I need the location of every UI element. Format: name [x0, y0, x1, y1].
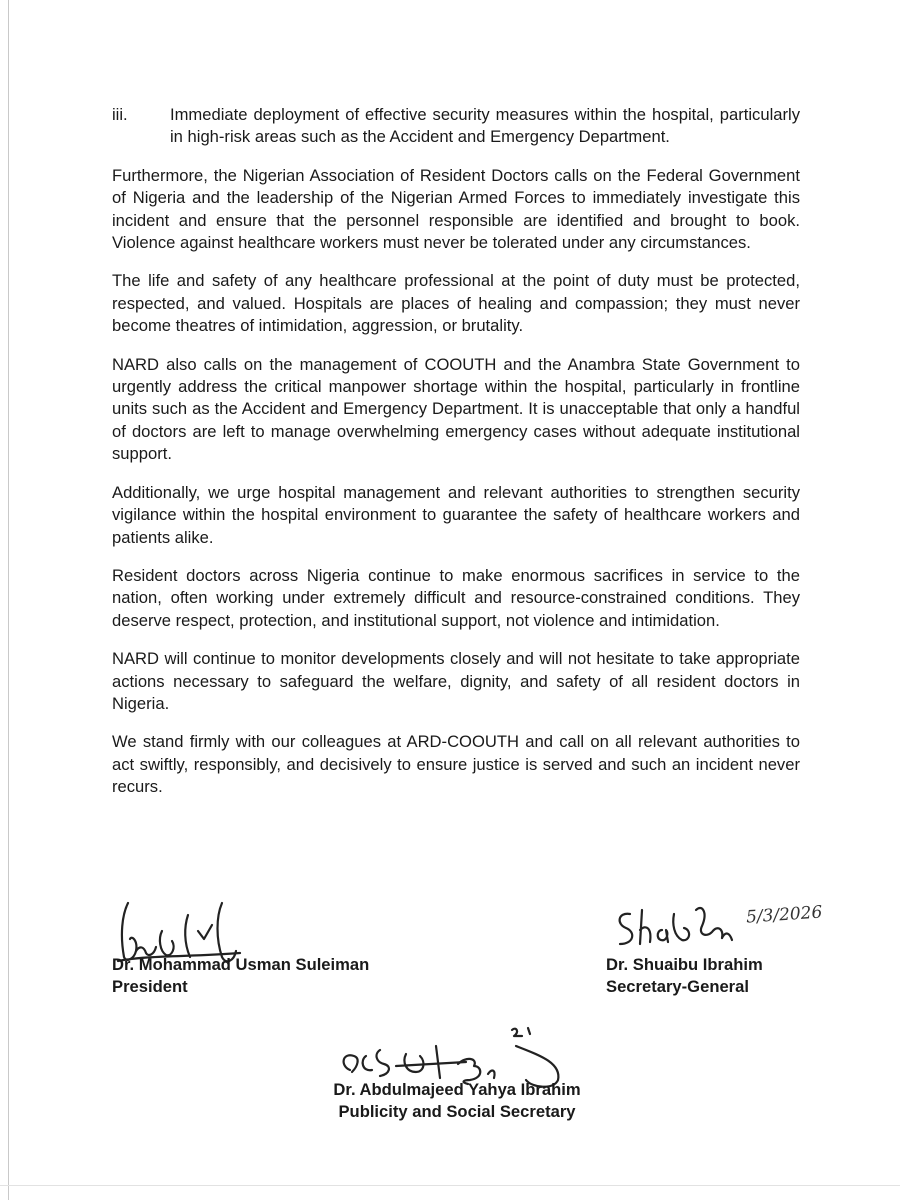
publicity-secretary-signature-block: [0, 1079, 900, 1124]
paragraph-investigation-call: Furthermore, the Nigerian Association of Resident Doctors calls on the Federal Government of Nigeria and the leadership of the Nigerian Armed Forces to immediately investigate this incident and ensure that the personnel responsible are identified and brought to book. Violence against healthcare workers must never be tolerated under any circumstances.: [112, 165, 800, 253]
secretary-general-name: Dr. Shuaibu Ibrahim: [606, 955, 763, 974]
president-title: President: [112, 977, 188, 997]
page-edge-line: [8, 0, 9, 1200]
list-item-iii: [112, 104, 800, 149]
page-bottom-line: [0, 1185, 900, 1186]
secretary-general-signature: [612, 900, 742, 960]
list-item-text: Immediate deployment of effective security measures within the hospital, particularly in high-risk areas such as the Accident and Emergency Department.: [170, 105, 800, 147]
publicity-secretary-name: Dr. Abdulmajeed Yahya Ibrahim: [333, 1080, 581, 1099]
paragraph-resident-sacrifices: Resident doctors across Nigeria continue to make enormous sacrifices in service to the nation, often working under extremely difficult and resource-constrained conditions. They deserve respect, protection, and institutional support, not violence and intimidation.: [112, 565, 800, 630]
paragraph-manpower-shortage: NARD also calls on the management of COOUTH and the Anambra State Government to urgently address the critical manpower shortage within the hospital, particularly in frontline units such as the Accident and Emergency Department. It is unacceptable that only a handful of doctors are left to manage overwhelming emergency cases without adequate institutional support.: [112, 354, 800, 464]
secretary-general-signature-block: [606, 954, 763, 999]
president-signature-block: [112, 954, 369, 999]
secretary-general-title: Secretary-General: [606, 977, 749, 997]
paragraph-solidarity: We stand firmly with our colleagues at ARD-COOUTH and call on all relevant authorities to act swiftly, responsibly, and decisively to ensure justice is served and such an incident never recurs.: [112, 732, 800, 797]
handwritten-date: 5/3/2026: [745, 902, 823, 928]
president-name: Dr. Mohammad Usman Suleiman: [112, 955, 370, 974]
paragraph-monitor-developments: NARD will continue to monitor developments closely and will not hesitate to take appropriate actions necessary to safeguard the welfare, dignity, and safety of all resident doctors in Nigeria.: [112, 649, 800, 713]
letter-body: [112, 104, 800, 815]
list-item-number: iii.: [112, 105, 128, 124]
paragraph-security-vigilance: Additionally, we urge hospital management and relevant authorities to strengthen security vigilance within the hospital environment to guarantee the safety of healthcare workers and patients alike.: [112, 482, 800, 547]
paragraph-safety-of-professionals: The life and safety of any healthcare professional at the point of duty must be protected, respected, and valued. Hospitals are places of healing and compassion; they must never become theatres of intimidation, aggression, or brutality.: [112, 271, 800, 336]
publicity-secretary-title: Publicity and Social Secretary: [338, 1102, 576, 1122]
